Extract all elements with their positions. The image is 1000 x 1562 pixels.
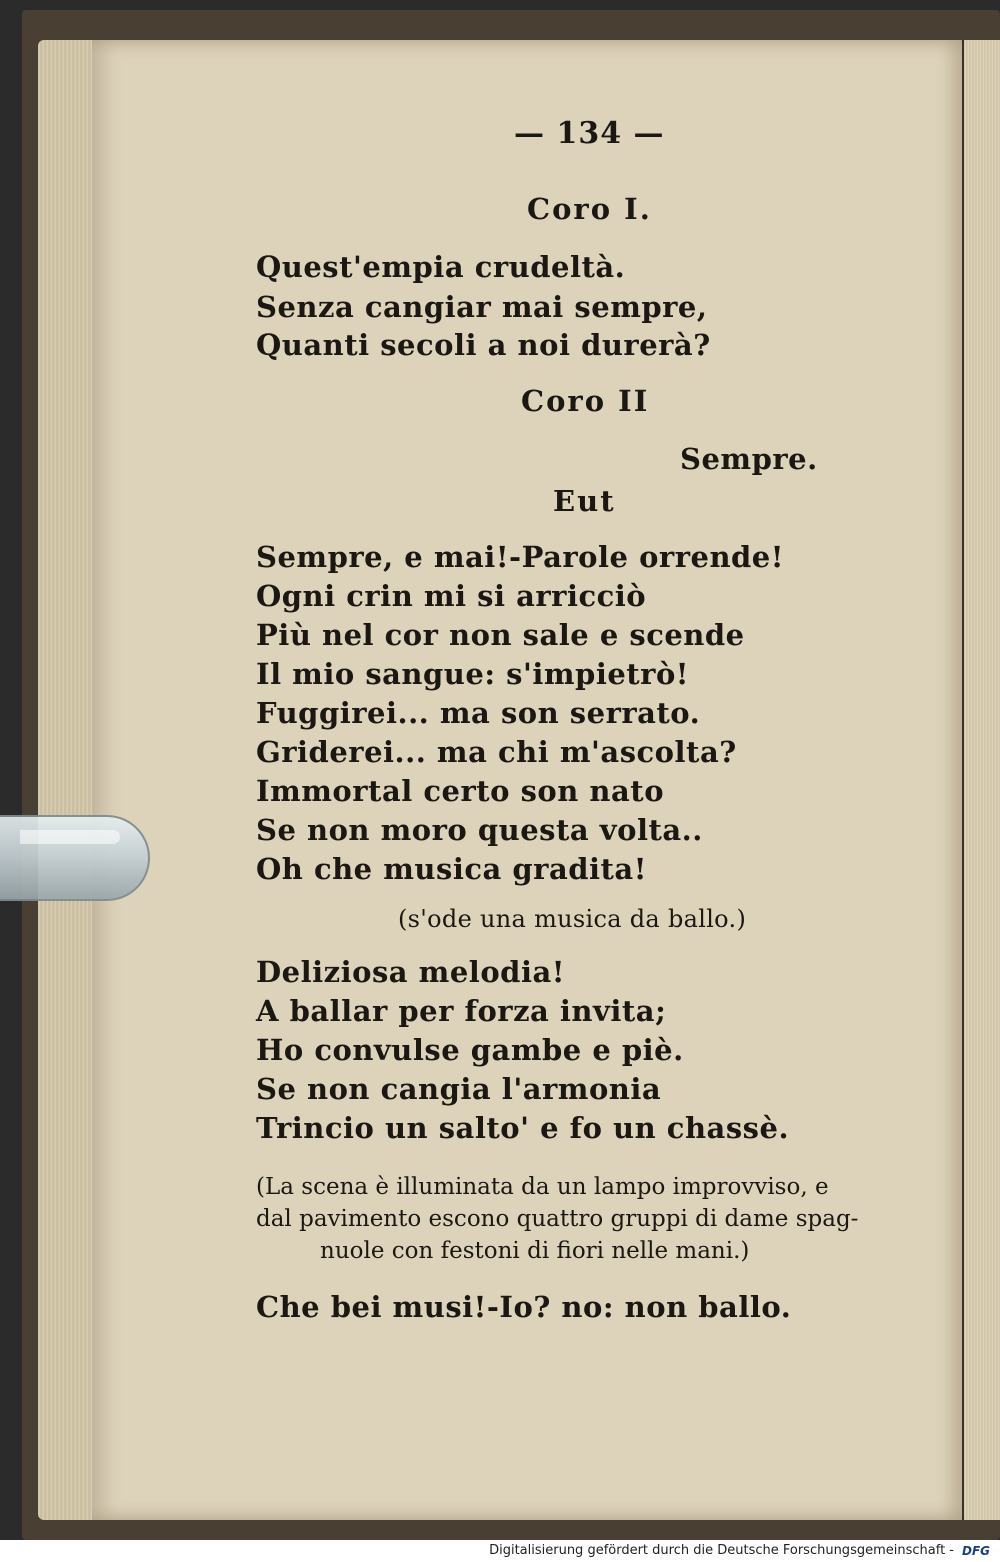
page-number: — 134 — (514, 116, 665, 151)
page-stack-left (38, 40, 100, 1520)
heading-coro-2: Coro II (521, 384, 650, 418)
heading-eut: Eut (553, 484, 616, 518)
verse-line: Quest'empia crudeltà. (256, 250, 626, 284)
verse-line: Sempre, e mai!-Parole orrende! (256, 540, 784, 574)
dfg-logo-icon: DFG (961, 1544, 990, 1558)
verse-line: Senza cangiar mai sempre, (256, 290, 708, 324)
plastic-page-clip (0, 815, 150, 901)
verse-line: Se non cangia l'armonia (256, 1072, 662, 1106)
verse-line: Fuggirei... ma son serrato. (256, 696, 701, 730)
verse-reply: Sempre. (680, 442, 818, 476)
verse-line: A ballar per forza invita; (256, 994, 667, 1028)
verse-line: Più nel cor non sale e scende (256, 618, 745, 652)
verse-line: Ho convulse gambe e piè. (256, 1033, 684, 1067)
verse-line: Quanti secoli a noi durerà? (256, 328, 711, 362)
heading-coro-1: Coro I. (527, 192, 652, 226)
verse-line: Se non moro questa volta.. (256, 813, 703, 847)
stage-direction: nuole con festoni di fiori nelle mani.) (320, 1238, 750, 1264)
clip-highlight (20, 830, 120, 844)
page-stack-right (962, 40, 1000, 1520)
verse-line: Che bei musi!-Io? no: non ballo. (256, 1290, 792, 1324)
footer-credit: Digitalisierung gefördert durch die Deutsche Forschungsgemeinschaft - (489, 1543, 954, 1558)
stage-direction: dal pavimento escono quattro gruppi di dame spag- (256, 1206, 859, 1232)
verse-line: Oh che musica gradita! (256, 852, 647, 886)
verse-line: Il mio sangue: s'impietrò! (256, 657, 690, 691)
stage-direction: (La scena è illuminata da un lampo improvviso, e (256, 1174, 829, 1200)
verse-line: Trincio un salto' e fo un chassè. (256, 1111, 790, 1145)
verse-line: Deliziosa melodia! (256, 955, 565, 989)
stage-direction: (s'ode una musica da ballo.) (398, 905, 747, 933)
verse-line: Immortal certo son nato (256, 774, 665, 808)
verse-line: Griderei... ma chi m'ascolta? (256, 735, 737, 769)
verse-line: Ogni crin mi si arricciò (256, 579, 647, 613)
